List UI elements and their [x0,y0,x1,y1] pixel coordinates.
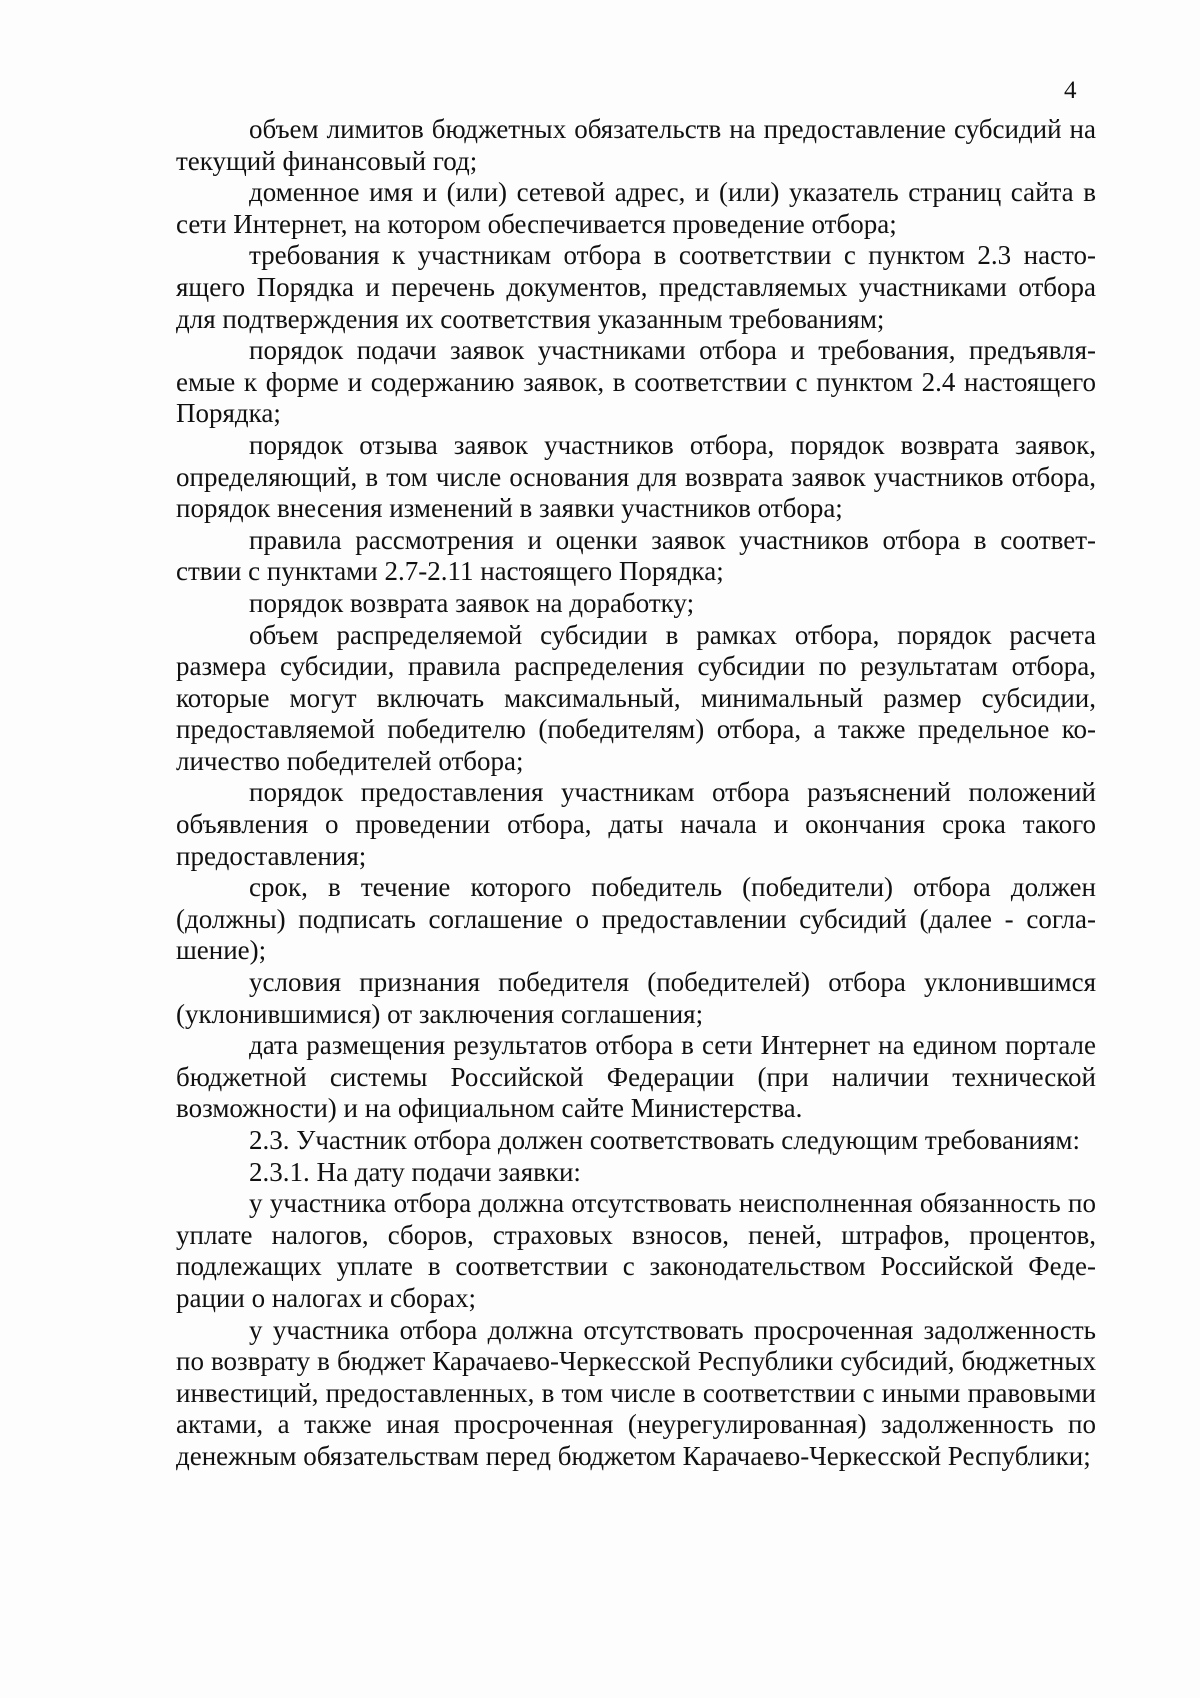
paragraph-evasion-conditions: условия признания победителя (победителей) отбора уклонившимся (уклонившимися) от заключения соглашения; [176,967,1096,1029]
paragraph-domain-name: доменное имя и (или) сетевой адрес, и (или) указатель страниц сайта в сети Интернет, на котором обеспечивается проведение отбора; [176,177,1096,239]
paragraph-budget-limits: объем лимитов бюджетных обязательств на предоставление субсидий на текущий финансовый год; [176,114,1096,176]
paragraph-participant-requirements: требования к участникам отбора в соответствии с пунктом 2.3 настоящего Порядка и перечень документов, представляемых участниками отбора для подтверждения их соответствия указанным требованиям; [176,240,1096,334]
paragraph-section-2-3-1: 2.3.1. На дату подачи заявки: [249,1156,581,1187]
paragraph-return-for-revision: порядок возврата заявок на доработку; [249,587,695,618]
paragraph-application-withdrawal: порядок отзыва заявок участников отбора, порядок возврата заявок, определяющий, в том числе основания для возврата заявок участников отбора, порядок внесения изменений в заявки участников отбора; [176,429,1096,524]
document-body [176,114,1096,1473]
paragraph-clarifications: порядок предоставления участникам отбора разъяснений положений объявления о проведении отбора, даты начала и окончания срока такого предоставления; [176,777,1096,871]
page-number: 4 [1064,77,1077,104]
paragraph-agreement-deadline: срок, в течение которого победитель (победители) отбора должен (должны) подписать соглашение о предоставлении субсидий (далее - соглашение); [176,872,1096,966]
paragraph-evaluation-rules: правила рассмотрения и оценки заявок участников отбора в соответствии с пунктами 2.7-2.11 настоящего Порядка; [176,524,1096,587]
paragraph-tax-obligations: у участника отбора должна отсутствовать неисполненная обязанность по уплате налогов, сборов, страховых взносов, пеней, штрафов, процентов, подлежащих уплате в соответствии с законодательством Российской Федерации о налогах и сборах; [176,1188,1096,1313]
paragraph-application-submission: порядок подачи заявок участниками отбора и требования, предъявляемые к форме и содержанию заявок, в соответствии с пунктом 2.4 настоящего Порядка; [176,335,1096,429]
paragraph-overdue-debt: у участника отбора должна отсутствовать просроченная задолженность по возврату в бюджет Карачаево-Черкесской Республики субсидий, бюджетных инвестиций, предоставленных, в том числе в соответствии с иными правовыми актами, а также иная просроченная (неурегулированная) задолженность по денежным обязательствам перед бюджетом Карачаево-Черкесской Республики; [176,1314,1096,1471]
paragraph-subsidy-volume: объем распределяемой субсидии в рамках отбора, порядок расчета размера субсидии, правила распределения субсидии по результатам отбора, которые могут включать максимальный, минимальный размер субсидии, предоставляемой победителю (победителям) отбора, а также предельное количество победителей отбора; [176,619,1096,776]
paragraph-results-publication: дата размещения результатов отбора в сети Интернет на едином портале бюджетной системы Российской Федерации (при наличии технической возможности) и на официальном сайте Министерства. [176,1030,1096,1124]
paragraph-section-2-3: 2.3. Участник отбора должен соответствовать следующим требованиям: [249,1125,1080,1155]
